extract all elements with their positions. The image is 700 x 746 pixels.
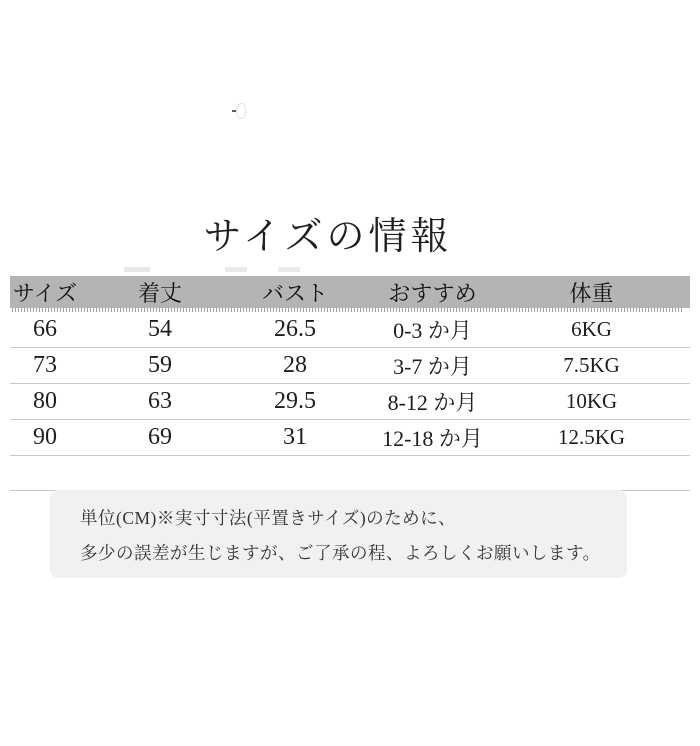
- cell-size: 66: [33, 316, 57, 342]
- table-header-row: [10, 276, 690, 308]
- cell-length: 69: [148, 424, 172, 450]
- note-box: [50, 490, 627, 578]
- table-row: [10, 384, 690, 420]
- header-cell-recommend: おすすめ: [388, 280, 477, 306]
- cell-weight: 10KG: [565, 389, 618, 413]
- cell-length: 54: [148, 316, 172, 342]
- table-empty-row: [10, 456, 690, 491]
- cell-weight: 6KG: [571, 317, 612, 341]
- note-line-1: 単位(CM)※実寸寸法(平置きサイズ)のために、: [80, 508, 457, 528]
- cell-recommend: 0-3 か月: [393, 318, 472, 343]
- cell-bust: 26.5: [274, 316, 316, 342]
- table-row: [10, 348, 690, 384]
- cell-recommend: 3-7 か月: [393, 354, 472, 379]
- header-cell-bust: バスト: [261, 280, 328, 306]
- artifact-mark: [236, 103, 246, 119]
- cell-recommend: 8-12 か月: [387, 390, 478, 415]
- cell-size: 80: [33, 388, 57, 414]
- artifact-mark: [225, 267, 247, 272]
- cell-bust: 31: [283, 424, 307, 450]
- size-table: [10, 276, 690, 491]
- cell-length: 63: [148, 388, 172, 414]
- artifact-mark: [232, 110, 236, 112]
- cell-size: 73: [33, 352, 57, 378]
- cell-recommend: 12-18 か月: [382, 426, 483, 451]
- cell-weight: 7.5KG: [563, 353, 620, 377]
- cell-length: 59: [148, 352, 172, 378]
- cell-weight: 12.5KG: [557, 425, 626, 449]
- header-cell-weight: 体重: [569, 280, 614, 306]
- cell-bust: 29.5: [274, 388, 316, 414]
- cell-bust: 28: [283, 352, 307, 378]
- header-cell-length: 着丈: [137, 280, 182, 306]
- page-title: サイズの情報: [203, 216, 453, 258]
- note-line-2: 多少の誤差が生じますが、ご了承の程、よろしくお願いします。: [80, 543, 601, 563]
- artifact-mark: [124, 267, 150, 272]
- table-row: [10, 312, 690, 348]
- artifact-mark: [278, 267, 300, 272]
- cell-size: 90: [33, 424, 57, 450]
- table-row: [10, 420, 690, 456]
- header-cell-size: サイズ: [12, 280, 78, 306]
